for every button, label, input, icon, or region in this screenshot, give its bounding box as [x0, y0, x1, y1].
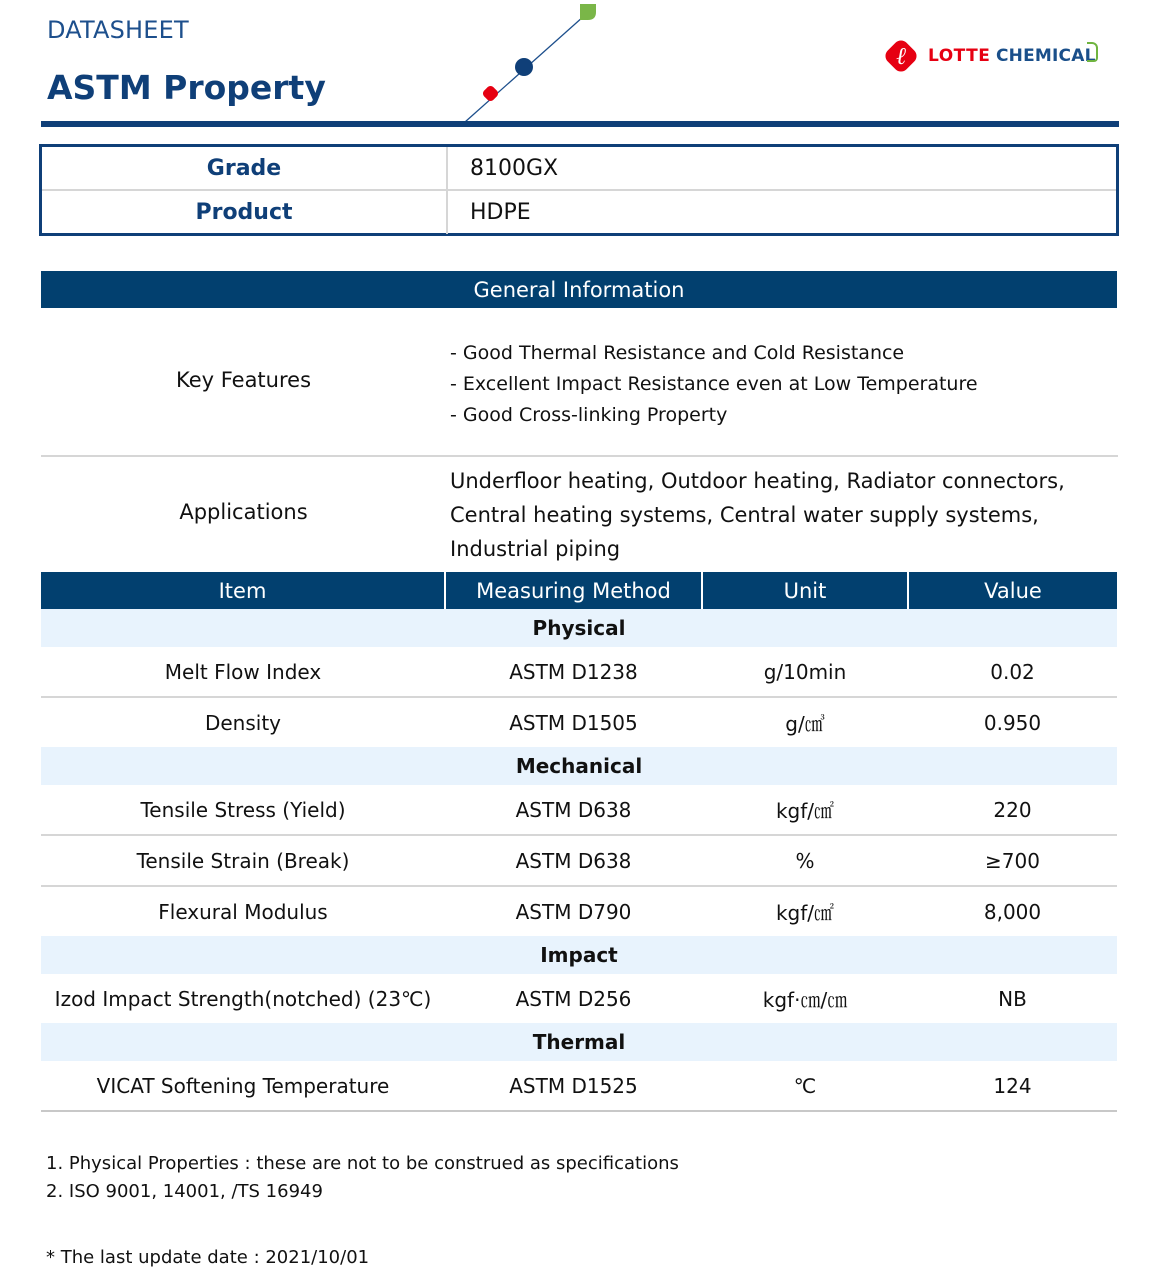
logo-text-chemical: CHEMICAL: [996, 46, 1096, 66]
column-header-value: Value: [908, 572, 1117, 609]
category-label: Physical: [41, 609, 1117, 647]
column-header-method: Measuring Method: [445, 572, 702, 609]
cell-unit: kgf·㎝/㎝: [762, 988, 848, 1012]
cell-value: ≥700: [908, 835, 1117, 886]
key-feature-item: - Good Cross-linking Property: [450, 404, 728, 426]
table-row: [41, 785, 1117, 835]
property-table-body: [41, 609, 1117, 1111]
cell-item: Melt Flow Index: [41, 647, 445, 697]
cell-unit: g/10min: [702, 647, 908, 697]
category-label: Thermal: [41, 1023, 1117, 1061]
document-type-label: DATASHEET: [47, 16, 189, 44]
table-row: [41, 647, 1117, 697]
property-table: [41, 572, 1117, 1112]
cell-value: 220: [908, 785, 1117, 835]
cell-item: Tensile Strain (Break): [41, 835, 445, 886]
cell-item: Tensile Stress (Yield): [41, 785, 445, 835]
category-row-thermal: [41, 1023, 1117, 1061]
decorative-red-square: [481, 84, 499, 102]
row-divider: [41, 455, 1118, 457]
cell-value: 0.02: [908, 647, 1117, 697]
table-row: [41, 974, 1117, 1023]
product-row: [42, 191, 1116, 234]
cell-item: Izod Impact Strength(notched) (23℃): [54, 986, 432, 1011]
table-row: [41, 835, 1117, 886]
grade-row: [42, 147, 1116, 191]
table-row: [41, 886, 1117, 936]
grade-value: 8100GX: [470, 155, 559, 181]
cell-method: ASTM D1525: [445, 1061, 702, 1111]
key-features-label: Key Features: [175, 368, 312, 392]
general-information-header: General Information: [41, 271, 1117, 308]
cell-method: ASTM D1505: [509, 710, 638, 735]
logo-leaf-icon: [1087, 42, 1098, 62]
footnote: 1. Physical Properties : these are not to be construed as specifications: [46, 1153, 679, 1174]
header-divider: [41, 121, 1119, 127]
product-label: Product: [42, 191, 448, 234]
cell-value: NB: [998, 986, 1027, 1011]
footnote: 2. ISO 9001, 14001, /TS 16949: [46, 1181, 323, 1202]
page-title: ASTM Property: [47, 68, 326, 107]
cell-unit: g/㎤: [785, 712, 825, 736]
key-feature-item: - Good Thermal Resistance and Cold Resistance: [450, 342, 905, 364]
cell-value: 124: [908, 1061, 1117, 1111]
key-features-list: [450, 338, 978, 431]
key-feature-item: - Excellent Impact Resistance even at Low Temperature: [450, 373, 978, 395]
cell-item: VICAT Softening Temperature: [41, 1061, 445, 1111]
last-update-date: * The last update date : 2021/10/01: [46, 1247, 370, 1268]
cell-unit: %: [702, 835, 908, 886]
logo-text-lotte: LOTTE: [928, 46, 991, 66]
lotte-chemical-logo: [884, 38, 1104, 74]
cell-method: ASTM D790: [515, 899, 632, 924]
category-row-impact: [41, 936, 1117, 974]
cell-unit: kgf/㎠: [702, 785, 908, 835]
table-row: [41, 1061, 1117, 1111]
column-header-item: Item: [41, 572, 445, 609]
table-row: [41, 697, 1117, 747]
grade-product-table: [39, 144, 1119, 236]
category-label: Impact: [41, 936, 1117, 974]
applications-text: Underfloor heating, Outdoor heating, Radiator connectors, Central heating systems, Central water supply systems, Industrial piping: [450, 469, 1065, 561]
decorative-line-graphic: [455, 0, 615, 125]
cell-unit: kgf/㎠: [775, 901, 835, 925]
category-row-mechanical: [41, 747, 1117, 785]
cell-item: Density: [204, 710, 282, 735]
decorative-blue-dot: [515, 58, 533, 76]
footnotes: [46, 1150, 679, 1206]
logo-l-glyph-icon: ℓ: [896, 42, 906, 70]
cell-unit: ℃: [702, 1061, 908, 1111]
cell-method: ASTM D638: [445, 835, 702, 886]
cell-method: ASTM D1238: [445, 647, 702, 697]
decorative-green-leaf: [580, 4, 596, 20]
table-header-row: [41, 572, 1117, 609]
applications-label: Applications: [179, 500, 308, 524]
category-row-physical: [41, 609, 1117, 647]
cell-method: ASTM D256: [515, 986, 632, 1011]
cell-method: ASTM D638: [445, 785, 702, 835]
column-header-unit: Unit: [702, 572, 908, 609]
grade-label: Grade: [42, 147, 448, 189]
cell-value: 8,000: [983, 899, 1042, 924]
cell-item: Flexural Modulus: [158, 899, 328, 924]
product-value: HDPE: [470, 200, 531, 225]
category-label: Mechanical: [41, 747, 1117, 785]
cell-value: 0.950: [983, 710, 1042, 735]
